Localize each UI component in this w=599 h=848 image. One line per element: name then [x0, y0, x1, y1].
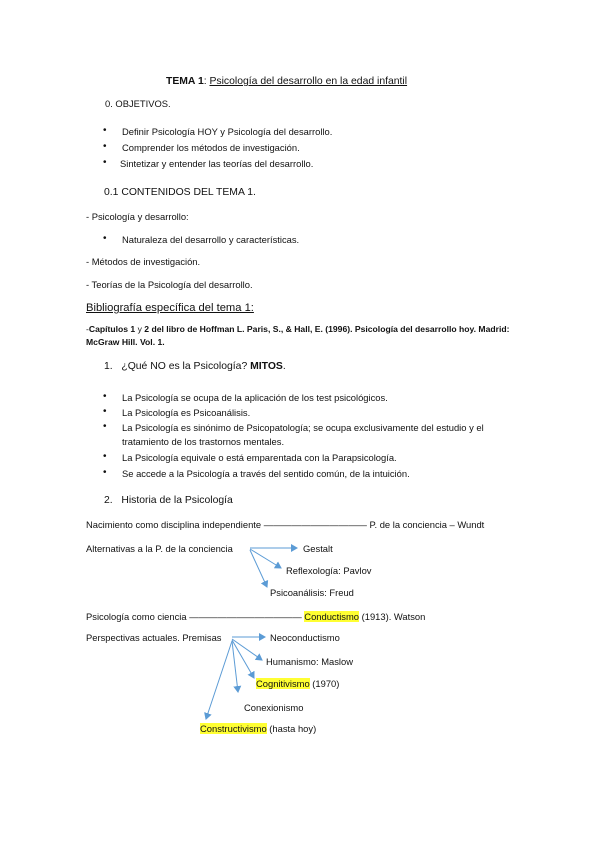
myth-item: La Psicología es Psicoanálisis. [122, 407, 251, 418]
arrow-psicoanalisis [250, 550, 267, 587]
alternative-psicoanalisis: Psicoanálisis: Freud [270, 587, 354, 598]
bibliography-chapter-b: 2 del libro de Hoffman L. Paris, S., & Hall, E. (1996). Psicología del desarrollo hoy. Madrid: [144, 324, 510, 334]
science-label: Psicología como ciencia [86, 611, 187, 622]
contents-section-label: - Psicología y desarrollo: [86, 211, 189, 222]
bibliography-chapter-a: Capítulos 1 [88, 324, 136, 334]
arrow-constructivismo [206, 641, 232, 719]
objective-item: Definir Psicología HOY y Psicología del desarrollo. [122, 126, 333, 137]
objectives-heading: 0. OBJETIVOS. [105, 98, 171, 109]
contents-section-label: - Métodos de investigación. [86, 256, 201, 267]
alternatives-label: Alternativas a la P. de la conciencia [86, 543, 233, 554]
conductismo-highlight: Conductismo [304, 611, 360, 622]
title-tema: TEMA 1 [166, 76, 204, 87]
section2-number: 2. [104, 495, 113, 506]
bibliography-line: McGraw Hill. Vol. 1. [86, 337, 165, 347]
myth-item: tratamiento de los trastornos mentales. [122, 436, 285, 447]
birth-label: Nacimiento como disciplina independiente [86, 519, 262, 530]
cognitivismo-year: (1970) [309, 678, 340, 689]
science-rest: (1913). Watson [359, 611, 426, 622]
constructivismo-rest: (hasta hoy) [266, 723, 317, 734]
bullet-icon: • [103, 233, 107, 244]
bullet-icon: • [103, 421, 107, 432]
bibliography-y: y [135, 324, 145, 334]
contents-heading: 0.1 CONTENIDOS DEL TEMA 1. [104, 187, 256, 198]
bullet-icon: • [103, 391, 107, 402]
objective-item: Sintetizar y entender las teorías del desarrollo. [120, 158, 314, 169]
arrow-humanismo [232, 639, 262, 660]
myth-item: La Psicología es sinónimo de Psicopatología; se ocupa exclusivamente del estudio y el [122, 422, 484, 433]
objective-item: Comprender los métodos de investigación. [122, 142, 300, 153]
perspective-humanismo: Humanismo: Maslow [266, 656, 354, 667]
myth-item: Se accede a la Psicología a través del sentido común, de la intuición. [122, 468, 410, 479]
contents-item: Naturaleza del desarrollo y características. [122, 234, 300, 245]
alternative-gestalt: Gestalt [303, 543, 333, 554]
bibliography-heading: Bibliografía específica del tema 1: [86, 302, 254, 314]
bullet-icon: • [103, 406, 107, 417]
arrow-reflexologia [250, 549, 281, 568]
perspective-neoconductismo: Neoconductismo [270, 632, 340, 643]
bullet-icon: • [103, 125, 107, 136]
myth-item: La Psicología se ocupa de la aplicación de los test psicológicos. [122, 392, 388, 403]
section2-title: Historia de la Psicología [121, 495, 233, 506]
myth-item: La Psicología equivale o está emparentada con la Parapsicología. [122, 452, 397, 463]
section1-title-bold: MITOS [250, 361, 283, 372]
title-sep: : [203, 76, 207, 87]
bullet-icon: • [103, 157, 107, 168]
science-dashes: ———————————— [189, 611, 302, 622]
bullet-icon: • [103, 451, 107, 462]
birth-result: P. de la conciencia – Wundt [369, 519, 485, 530]
bullet-icon: • [103, 467, 107, 478]
section1-title-end: . [282, 361, 286, 372]
birth-dashes: ——————————— [263, 519, 367, 530]
bullet-icon: • [103, 141, 107, 152]
title-name: Psicología del desarrollo en la edad infantil [209, 76, 408, 87]
constructivismo-highlight: Constructivismo [200, 723, 267, 734]
perspectives-label: Perspectivas actuales. Premisas [86, 632, 222, 643]
section1-number: 1. [104, 361, 113, 372]
cognitivismo-highlight: Cognitivismo [256, 678, 310, 689]
bibliography-prefix: - [86, 324, 89, 334]
perspective-conexionismo: Conexionismo [244, 702, 304, 713]
contents-section-label: - Teorías de la Psicología del desarrollo. [86, 279, 253, 290]
alternative-reflexologia: Reflexología: Pavlov [286, 565, 372, 576]
section1-title: ¿Qué NO es la Psicología? [121, 361, 248, 372]
